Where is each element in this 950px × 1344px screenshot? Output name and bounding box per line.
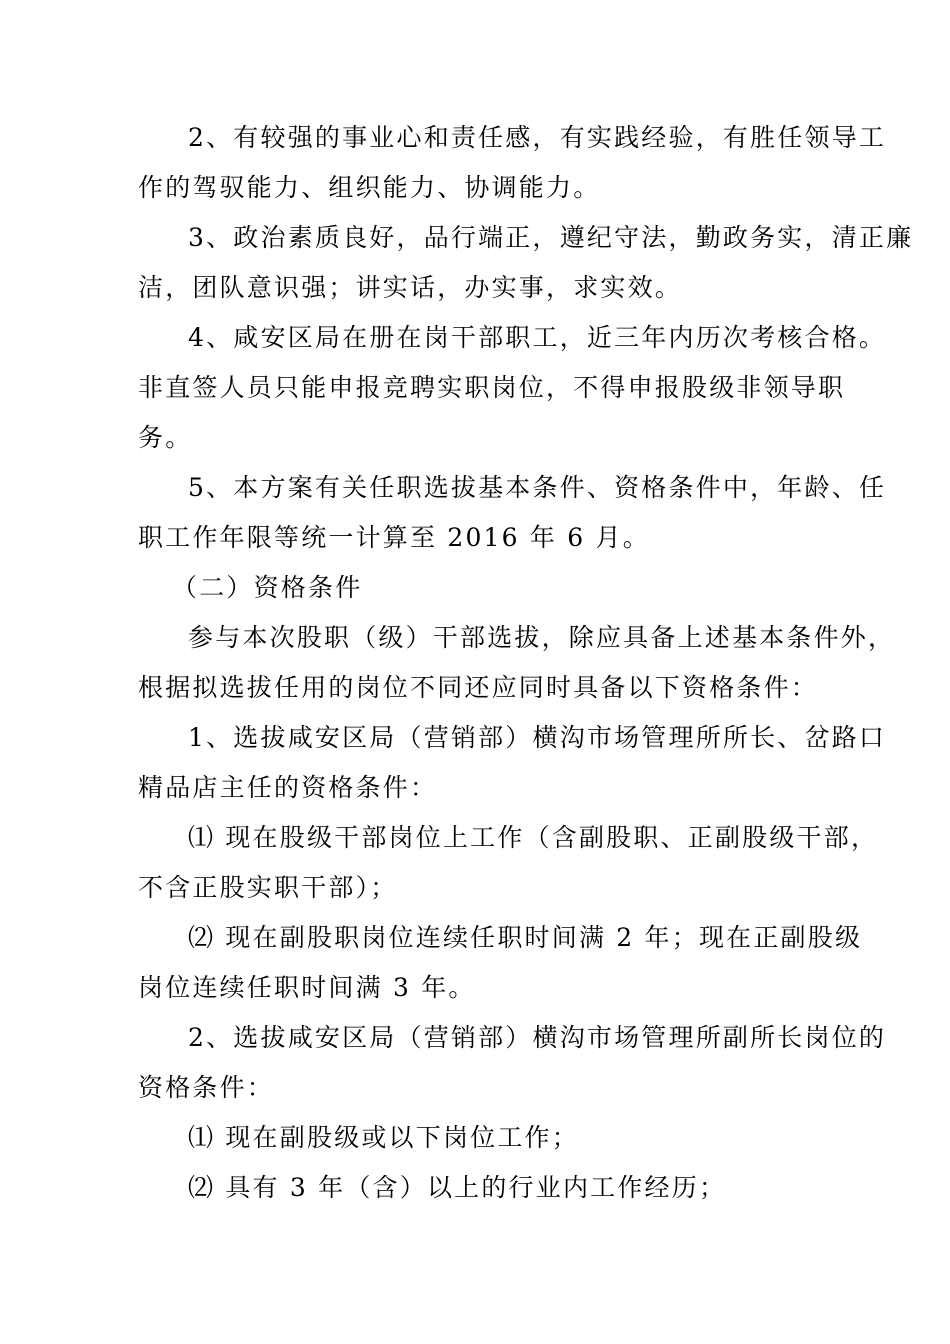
text-line: ⑵ 具有 3 年（含）以上的行业内工作经历； <box>188 1173 727 1202</box>
text-line: 岗位连续任职时间满 3 年。 <box>138 973 476 1002</box>
text-line: 2、选拔咸安区局（营销部）横沟市场管理所副所长岗位的 <box>188 1023 887 1052</box>
text-line: 精品店主任的资格条件： <box>138 773 438 802</box>
text-line: 作的驾驭能力、组织能力、协调能力。 <box>138 173 601 202</box>
text-line: 2、有较强的事业心和责任感，有实践经验，有胜任领导工 <box>188 123 887 152</box>
text-line: 资格条件： <box>138 1073 275 1102</box>
section-heading: （二）资格条件 <box>172 573 363 602</box>
text-line: 1、选拔咸安区局（营销部）横沟市场管理所所长、岔路口 <box>188 723 887 752</box>
text-line: 参与本次股职（级）干部选拔，除应具备上述基本条件外， <box>188 623 896 652</box>
text-line: 3、政治素质良好，品行端正，遵纪守法，勤政务实，清正廉 <box>188 223 914 252</box>
text-line: 不含正股实职干部）； <box>138 873 398 902</box>
text-line: 4、咸安区局在册在岗干部职工，近三年内历次考核合格。 <box>188 323 887 352</box>
text-line: 根据拟选拔任用的岗位不同还应同时具备以下资格条件： <box>138 673 819 702</box>
text-line: ⑴ 现在副股级或以下岗位工作； <box>188 1123 579 1152</box>
text-line: 非直签人员只能申报竞聘实职岗位，不得申报股级非领导职 <box>138 373 846 402</box>
text-line: 务。 <box>138 423 193 452</box>
text-line: 5、本方案有关任职选拔基本条件、资格条件中，年龄、任 <box>188 473 887 502</box>
text-line: ⑵ 现在副股职岗位连续任职时间满 2 年；现在正副股级 <box>188 923 863 952</box>
text-line: 职工作年限等统一计算至 2016 年 6 月。 <box>138 523 650 552</box>
text-line: 洁，团队意识强；讲实话，办实事，求实效。 <box>138 273 683 302</box>
text-line: ⑴ 现在股级干部岗位上工作（含副股职、正副股级干部， <box>188 823 879 852</box>
